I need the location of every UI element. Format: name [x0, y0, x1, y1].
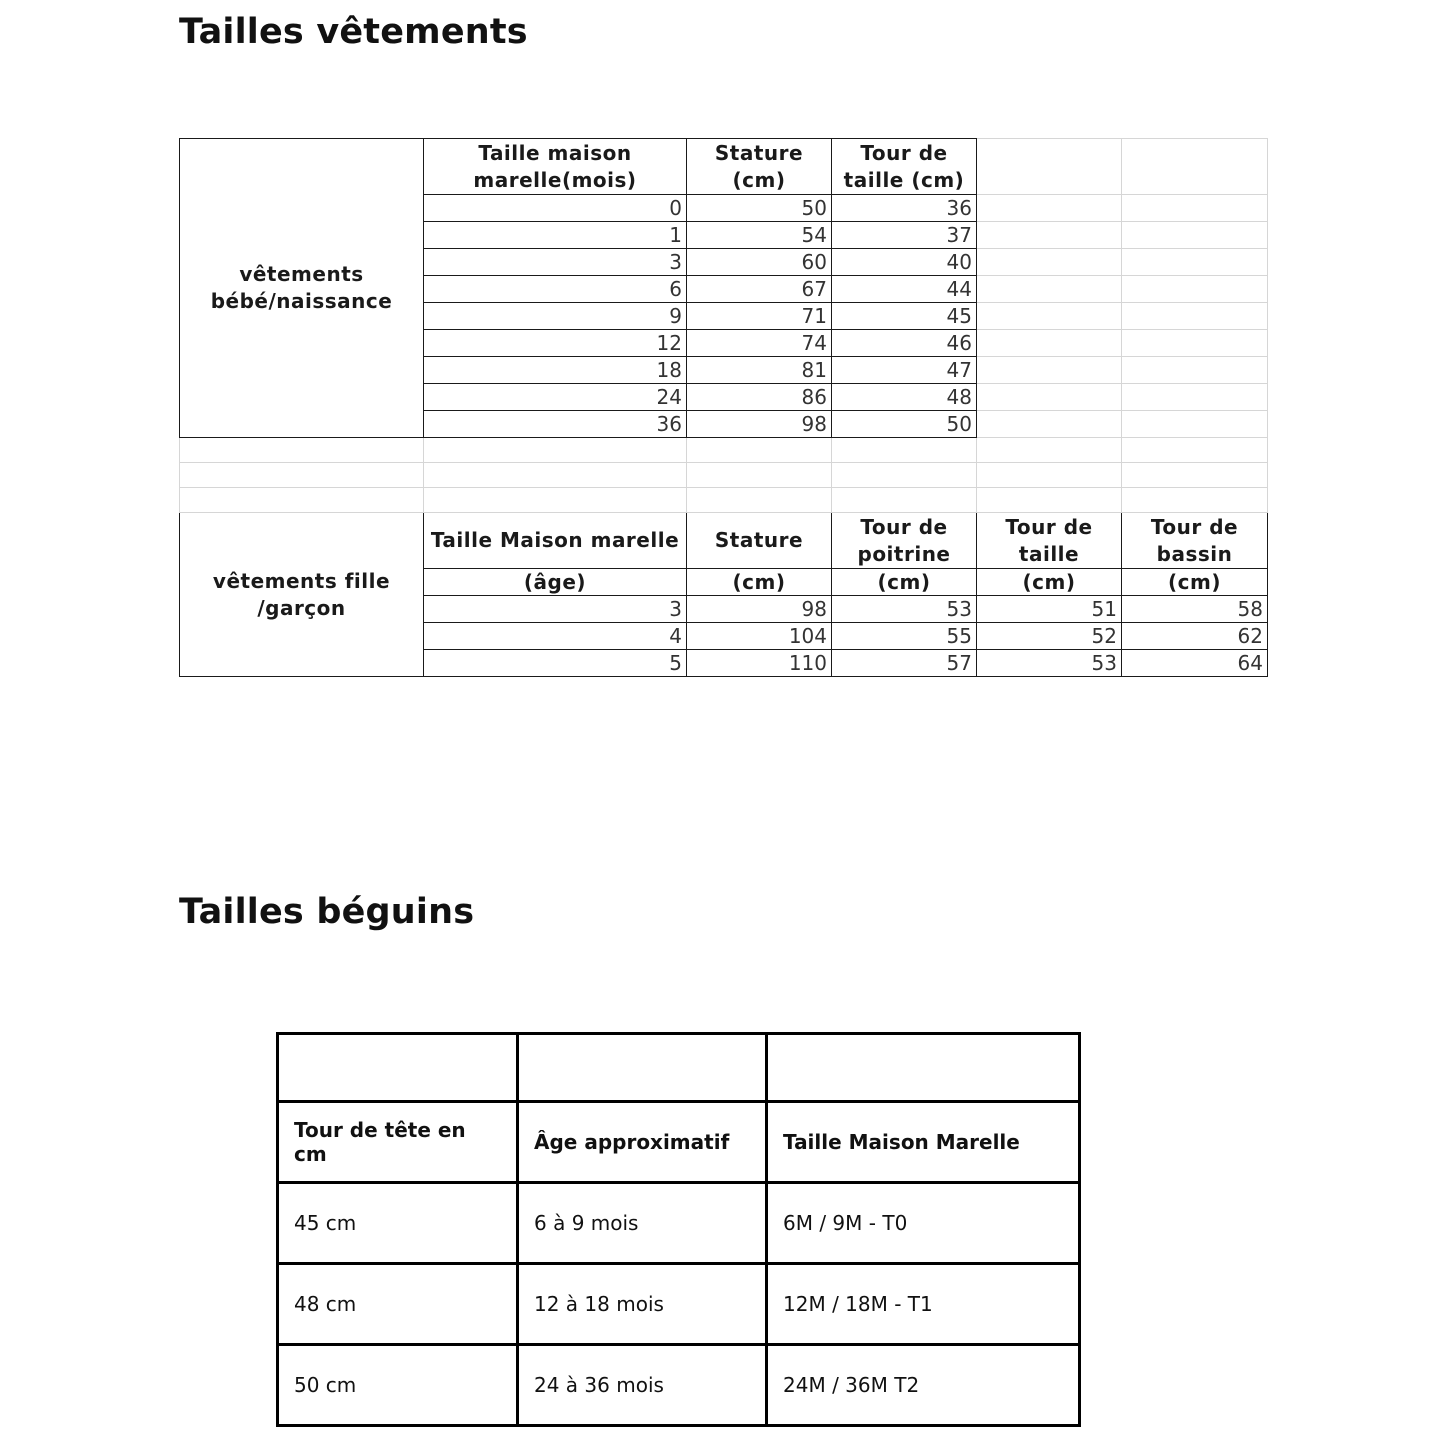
empty-cell	[1122, 411, 1268, 438]
kids-chest-cell: 57	[832, 650, 977, 677]
kids-hip-cell: 58	[1122, 596, 1268, 623]
beguin-head-cell: 45 cm	[278, 1183, 518, 1264]
kids-stature-cell: 98	[687, 596, 832, 623]
kids-size-cell: 4	[424, 623, 687, 650]
empty-cell	[1122, 303, 1268, 330]
baby-header-row	[180, 139, 1268, 195]
baby-size-cell: 9	[424, 303, 687, 330]
kids-waist-cell: 51	[977, 596, 1122, 623]
empty-cell	[1122, 330, 1268, 357]
beguin-header-size: Taille Maison Marelle	[767, 1102, 1080, 1183]
beguin-age-cell: 6 à 9 mois	[518, 1183, 767, 1264]
clothing-sizes-heading: Tailles vêtements	[179, 12, 528, 52]
empty-cell	[1122, 249, 1268, 276]
beguin-size-table	[276, 1032, 1081, 1427]
spacer-row	[180, 438, 1268, 463]
table-row	[278, 1183, 1080, 1264]
kids-chest-cell: 53	[832, 596, 977, 623]
kids-hip-cell: 62	[1122, 623, 1268, 650]
empty-cell	[977, 222, 1122, 249]
empty-cell	[687, 463, 832, 488]
kids-size-cell: 5	[424, 650, 687, 677]
beguin-head-cell: 48 cm	[278, 1264, 518, 1345]
kids-unit-hip: (cm)	[1122, 569, 1268, 596]
beguin-sizes-heading: Tailles béguins	[179, 892, 475, 932]
baby-waist-cell: 45	[832, 303, 977, 330]
kids-hip-cell: 64	[1122, 650, 1268, 677]
baby-waist-cell: 36	[832, 195, 977, 222]
baby-size-cell: 12	[424, 330, 687, 357]
beguin-size-cell: 6M / 9M - T0	[767, 1183, 1080, 1264]
kids-unit-stature: (cm)	[687, 569, 832, 596]
empty-cell	[278, 1034, 518, 1102]
kids-header-hip: Tour de bassin	[1122, 513, 1268, 569]
beguin-age-cell: 24 à 36 mois	[518, 1345, 767, 1426]
empty-cell	[977, 195, 1122, 222]
baby-stature-cell: 74	[687, 330, 832, 357]
kids-category-label: vêtements fille /garçon	[180, 513, 424, 677]
kids-waist-cell: 53	[977, 650, 1122, 677]
baby-size-cell: 24	[424, 384, 687, 411]
baby-size-cell: 6	[424, 276, 687, 303]
baby-header-stature: Stature (cm)	[687, 139, 832, 195]
kids-unit-size: (âge)	[424, 569, 687, 596]
spacer-row	[180, 463, 1268, 488]
kids-header-stature: Stature	[687, 513, 832, 569]
baby-size-cell: 36	[424, 411, 687, 438]
empty-cell	[1122, 438, 1268, 463]
kids-header-chest: Tour de poitrine	[832, 513, 977, 569]
baby-header-size: Taille maison marelle(mois)	[424, 139, 687, 195]
baby-waist-cell: 37	[832, 222, 977, 249]
beguin-header-head: Tour de tête en cm	[278, 1102, 518, 1183]
empty-cell	[832, 463, 977, 488]
beguin-head-cell: 50 cm	[278, 1345, 518, 1426]
empty-cell	[1122, 195, 1268, 222]
empty-cell	[424, 488, 687, 513]
empty-cell	[977, 330, 1122, 357]
empty-cell	[424, 463, 687, 488]
empty-cell	[1122, 276, 1268, 303]
clothing-size-table	[179, 138, 1268, 677]
baby-stature-cell: 67	[687, 276, 832, 303]
empty-cell	[1122, 463, 1268, 488]
empty-cell	[687, 438, 832, 463]
empty-cell	[977, 276, 1122, 303]
empty-cell	[180, 463, 424, 488]
empty-cell	[977, 357, 1122, 384]
baby-waist-cell: 44	[832, 276, 977, 303]
beguin-age-cell: 12 à 18 mois	[518, 1264, 767, 1345]
empty-cell	[977, 303, 1122, 330]
kids-waist-cell: 52	[977, 623, 1122, 650]
empty-cell	[1122, 384, 1268, 411]
beguin-size-cell: 24M / 36M T2	[767, 1345, 1080, 1426]
empty-cell	[424, 438, 687, 463]
beguin-header-age: Âge approximatif	[518, 1102, 767, 1183]
baby-waist-cell: 48	[832, 384, 977, 411]
empty-cell	[687, 488, 832, 513]
empty-cell	[977, 411, 1122, 438]
empty-cell	[977, 249, 1122, 276]
baby-stature-cell: 86	[687, 384, 832, 411]
baby-stature-cell: 71	[687, 303, 832, 330]
baby-stature-cell: 60	[687, 249, 832, 276]
empty-cell	[518, 1034, 767, 1102]
kids-chest-cell: 55	[832, 623, 977, 650]
empty-cell	[832, 438, 977, 463]
kids-size-cell: 3	[424, 596, 687, 623]
kids-unit-waist: (cm)	[977, 569, 1122, 596]
table-row	[278, 1264, 1080, 1345]
empty-cell	[1122, 222, 1268, 249]
empty-cell	[832, 488, 977, 513]
kids-stature-cell: 110	[687, 650, 832, 677]
baby-waist-cell: 47	[832, 357, 977, 384]
baby-stature-cell: 98	[687, 411, 832, 438]
kids-header-row	[180, 513, 1268, 569]
spacer-row	[180, 488, 1268, 513]
beguin-header-row	[278, 1102, 1080, 1183]
empty-cell	[977, 384, 1122, 411]
table-row	[278, 1345, 1080, 1426]
kids-stature-cell: 104	[687, 623, 832, 650]
empty-cell	[767, 1034, 1080, 1102]
baby-stature-cell: 50	[687, 195, 832, 222]
baby-size-cell: 0	[424, 195, 687, 222]
empty-cell	[180, 488, 424, 513]
empty-cell	[977, 463, 1122, 488]
empty-cell	[977, 488, 1122, 513]
baby-header-waist: Tour de taille (cm)	[832, 139, 977, 195]
baby-waist-cell: 40	[832, 249, 977, 276]
baby-size-cell: 18	[424, 357, 687, 384]
kids-unit-chest: (cm)	[832, 569, 977, 596]
baby-size-cell: 3	[424, 249, 687, 276]
empty-cell	[1122, 357, 1268, 384]
baby-stature-cell: 81	[687, 357, 832, 384]
empty-cell	[180, 438, 424, 463]
empty-cell	[977, 438, 1122, 463]
baby-waist-cell: 50	[832, 411, 977, 438]
kids-header-size: Taille Maison marelle	[424, 513, 687, 569]
baby-size-cell: 1	[424, 222, 687, 249]
baby-category-label: vêtements bébé/naissance	[180, 139, 424, 438]
beguin-size-cell: 12M / 18M - T1	[767, 1264, 1080, 1345]
baby-waist-cell: 46	[832, 330, 977, 357]
empty-cell	[1122, 139, 1268, 195]
empty-cell	[1122, 488, 1268, 513]
empty-row	[278, 1034, 1080, 1102]
baby-stature-cell: 54	[687, 222, 832, 249]
kids-header-waist: Tour de taille	[977, 513, 1122, 569]
empty-cell	[977, 139, 1122, 195]
